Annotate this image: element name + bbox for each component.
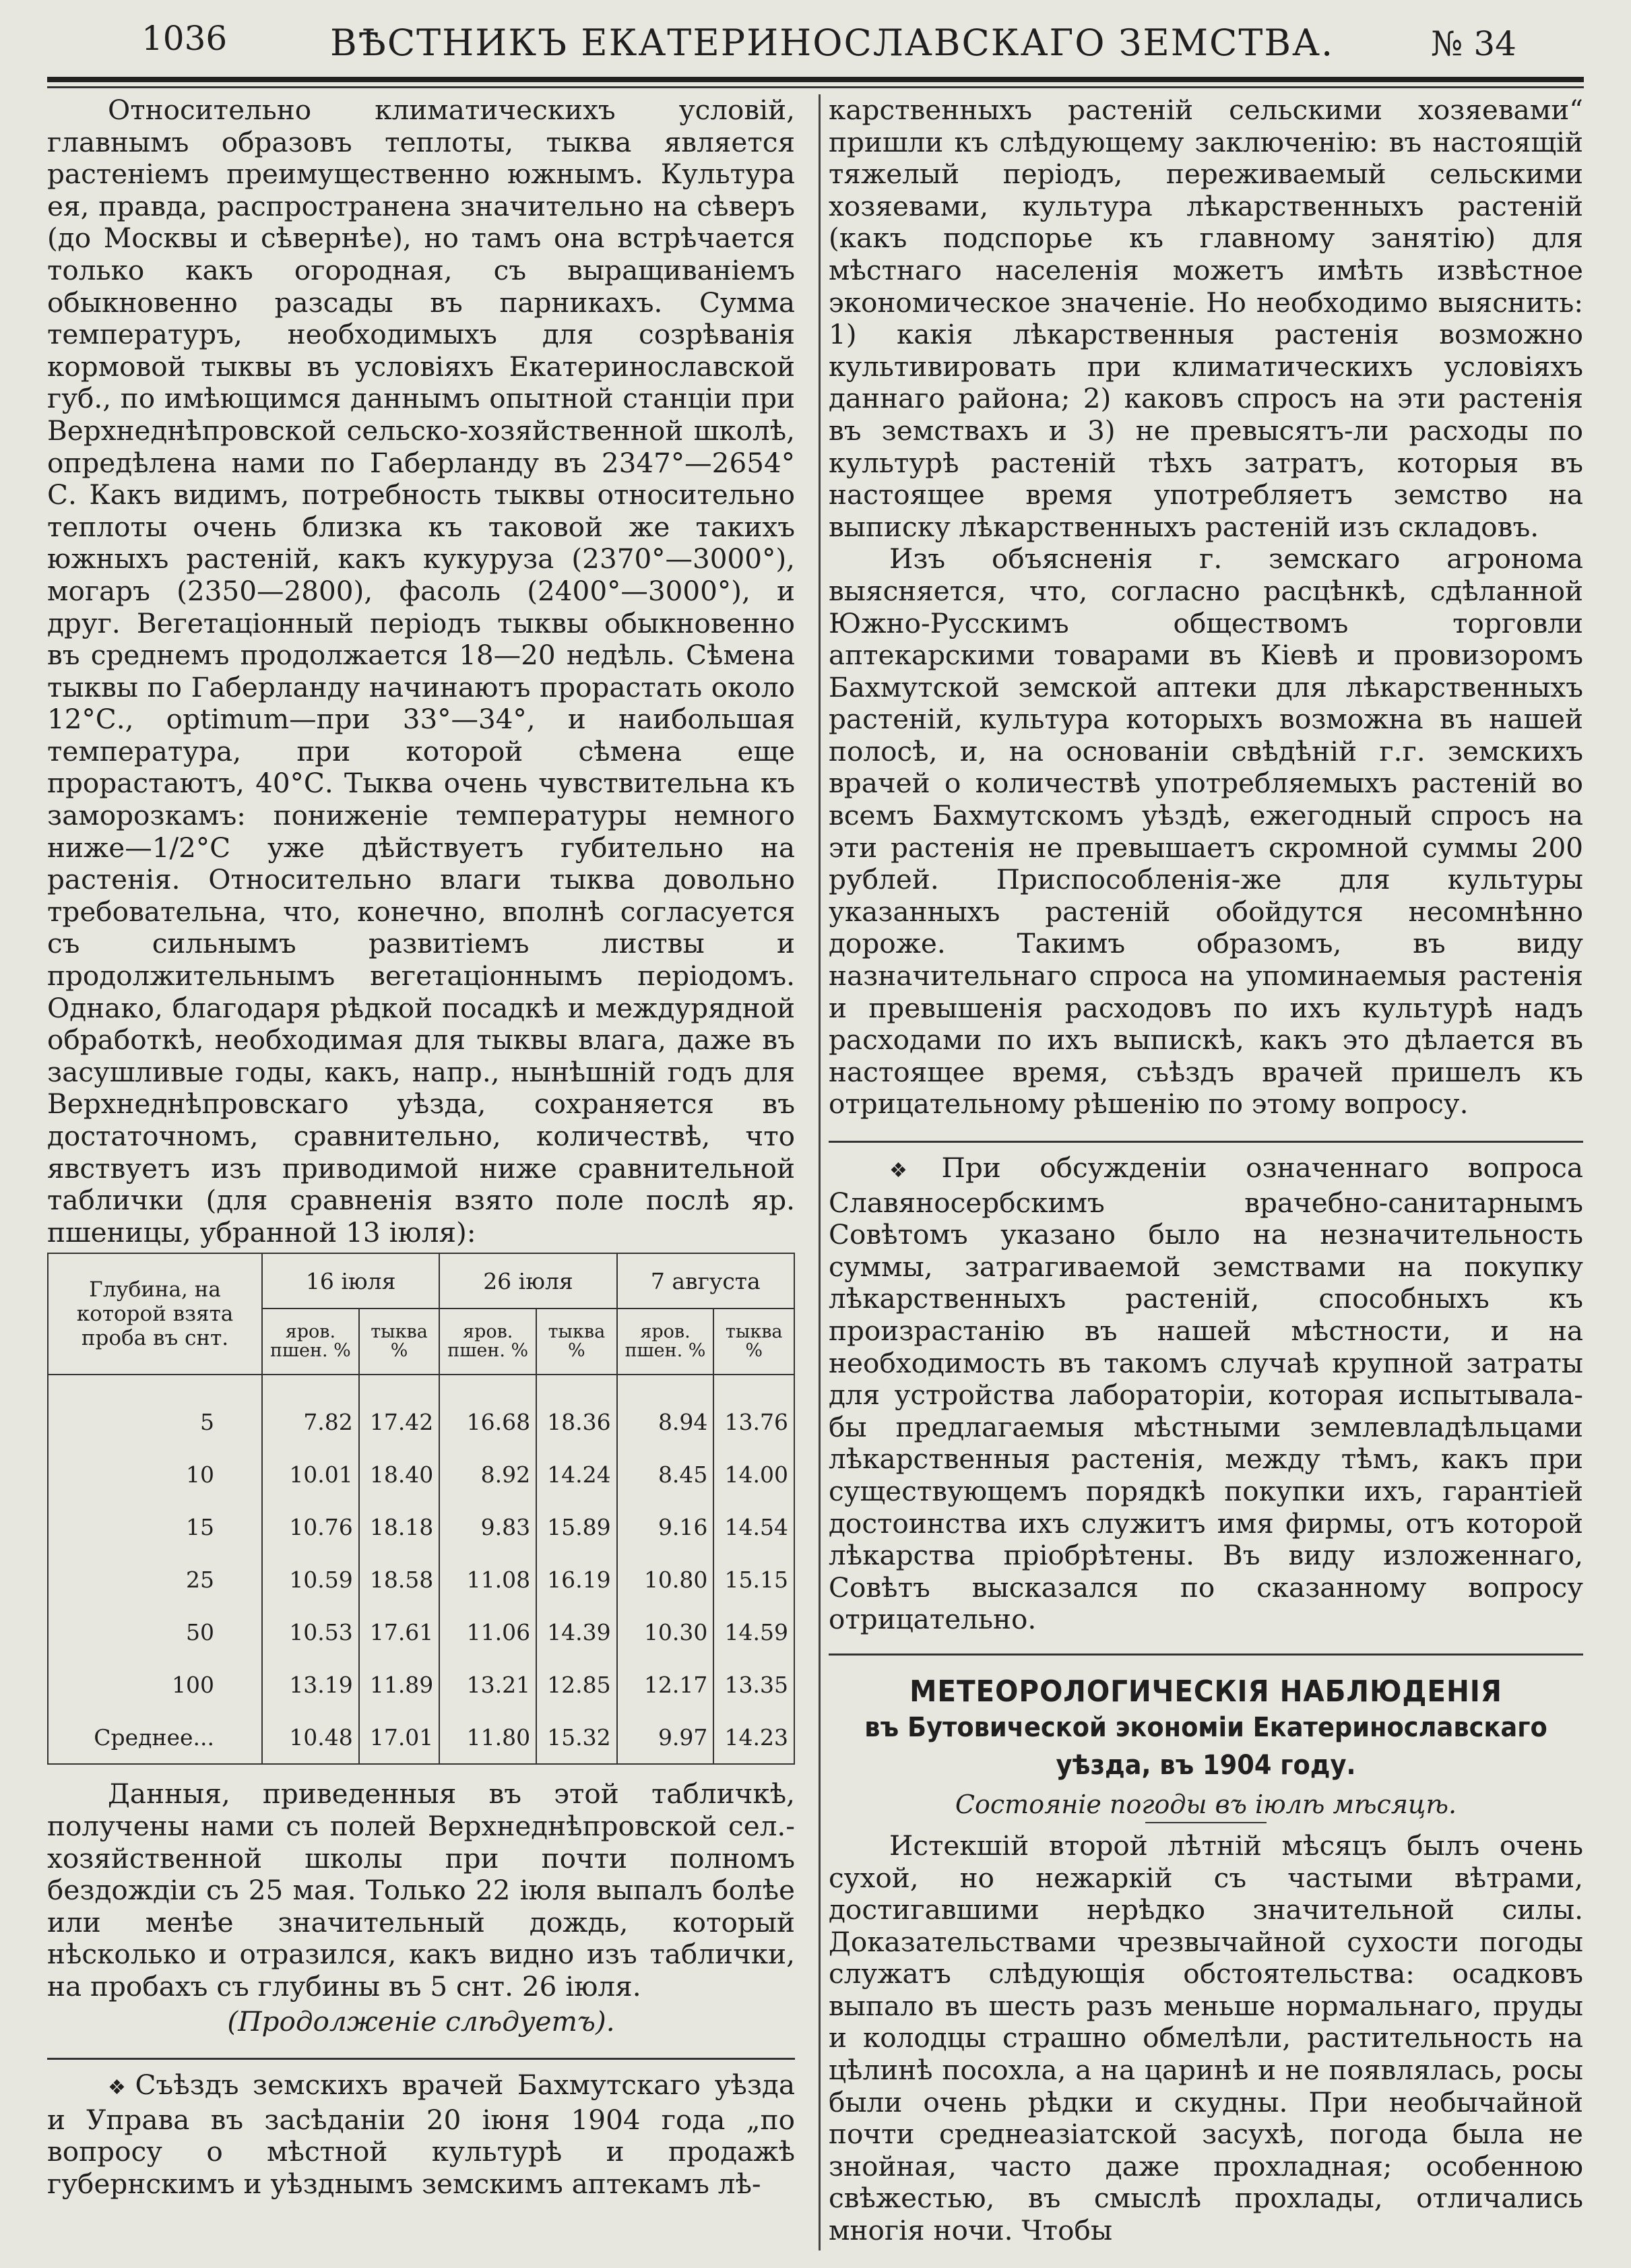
value-cell: 13.19 [262, 1658, 359, 1711]
value-cell: 15.15 [713, 1553, 794, 1606]
value-cell: 10.53 [262, 1606, 359, 1658]
value-cell: 14.39 [536, 1606, 617, 1658]
value-cell: 18.18 [359, 1501, 440, 1553]
value-cell: 8.92 [439, 1448, 536, 1501]
moisture-table [47, 1253, 795, 1765]
value-cell: 14.59 [713, 1606, 794, 1658]
value-cell: 11.08 [439, 1553, 536, 1606]
depth-cell: 15 [48, 1501, 262, 1553]
council-text: При обсужденіи означеннаго вопроса Славяносербскимъ врачебно-санитарнымъ Совѣтомъ указано было на незначительность суммы, затрагиваемой земствами на покупку лѣкарственныхъ растеній, способныхъ къ произрастанію въ нашей мѣстности, и на необходимость въ такомъ случаѣ крупной затраты для устройства лабораторіи, которая испытывала-бы предлагаемыя мѣстными землевладѣльцами лѣкарственныя растенія, между тѣмъ, какъ при существующемъ порядкѣ покупки ихъ, гарантіей достоинства ихъ служитъ имя фирмы, отъ которой лѣкарства пріобрѣтены. Въ виду изложеннаго, Совѣтъ высказался по сказанному вопросу отрицательно. [829, 1152, 1583, 1636]
table-row [48, 1375, 794, 1448]
value-cell: 14.24 [536, 1448, 617, 1501]
doctors-congress-text: Съѣздъ земскихъ врачей Бахмутскаго уѣзда и Управа въ засѣданіи 20 іюня 1904 года „по вопросу о мѣстной культурѣ и продажѣ губернскимъ и уѣзднымъ земскимъ аптекамъ лѣ- [47, 2069, 795, 2200]
table-row [48, 1553, 794, 1606]
value-cell: 16.19 [536, 1553, 617, 1606]
medicinal-plants-paragraph: карственныхъ растеній сельскими хозяевами“ пришли къ слѣдующему заключенію: въ настоящій тяжелый періодъ, переживаемый сельскими хозяевами, культура лѣкарственныхъ растеній (какъ подспорье къ главному занятію) для мѣстнаго населенія можетъ имѣть извѣстное экономическое значеніе. Но необходимо выяснить: 1) какія лѣкарственныя растенія возможно культивировать при климатическихъ условіяхъ даннаго района; 2) каковъ спросъ на эти растенія въ земствахъ и 3) не превысятъ-ли расходы по культурѣ растеній тѣхъ затратъ, которыя въ настоящее время употребляетъ земство на выписку лѣкарственныхъ растеній изъ складовъ. [829, 94, 1583, 543]
value-cell: 10.01 [262, 1448, 359, 1501]
page-number: 1036 [141, 19, 228, 58]
value-cell: 17.01 [359, 1711, 440, 1764]
value-cell: 14.00 [713, 1448, 794, 1501]
agronomist-paragraph: Изъ объясненія г. земскаго агронома выясняется, что, согласно расцѣнкѣ, сдѣланной Южно-Русскимъ обществомъ торговли аптекарскими товарами въ Кіевѣ и провизоромъ Бахмутской земской аптеки для лѣкарственныхъ растеній, культура которыхъ возможна въ нашей полосѣ, и, на основаніи свѣдѣній г.г. земскихъ врачей о количествѣ употребляемыхъ растеній во всемъ Бахмутскомъ уѣздѣ, ежегодный спросъ на эти растенія не превышаетъ скромной суммы 200 рублей. Приспособленія-же для культуры указанныхъ растеній обойдутся несомнѣнно дороже. Такимъ образомъ, въ виду назначительнаго спроса на упоминаемыя растенія и превышенія расходовъ по ихъ культурѣ надъ расходами по ихъ выпискѣ, какъ это дѣлается въ настоящее время, съѣздъ врачей пришелъ къ отрицательному рѣшенію по этому вопросу. [829, 542, 1583, 1121]
depth-cell: 100 [48, 1658, 262, 1711]
ornament-icon: ❖ [108, 2076, 131, 2100]
value-cell: 17.61 [359, 1606, 440, 1658]
table-row [48, 1448, 794, 1501]
section-divider [829, 1653, 1583, 1656]
value-cell: 13.35 [713, 1658, 794, 1711]
value-cell: 11.89 [359, 1658, 440, 1711]
value-cell: 12.85 [536, 1658, 617, 1711]
left-column [47, 94, 795, 2201]
meteorology-subheading: въ Бутовической экономіи Екатеринославскаго уѣзда, въ 1904 году. [864, 1711, 1547, 1781]
value-cell: 13.21 [439, 1658, 536, 1711]
table-row-average [48, 1711, 794, 1764]
right-column [829, 94, 1583, 2247]
pumpkin-climate-paragraph: Относительно климатическихъ условій, главнымъ образовъ теплоты, тыква является растеніемъ преимущественно южнымъ. Культура ея, правда, распространена значительно на сѣверъ (до Москвы и сѣвернѣе), но тамъ она встрѣчается только какъ огородная, съ выращиваніемъ обыкновенно разсады въ парникахъ. Сумма температуръ, необходимыхъ для созрѣванія кормовой тыквы въ условіяхъ Екатеринославской губ., по имѣющимся даннымъ опытной станціи при Верхнеднѣпровской сельско-хозяйственной школѣ, опредѣлена нами по Габерланду въ 2347°—2654° С. Какъ видимъ, потребность тыквы относительно теплоты очень близка къ таковой же такихъ южныхъ растеній, какъ кукуруза (2370°—3000°), могаръ (2350—2800), фасоль (2400°—3000°), и друг. Вегетаціонный періодъ тыквы обыкновенно въ среднемъ продолжается 18—20 недѣль. Сѣмена тыквы по Габерланду начинаютъ прорастать около 12°С., optimum—при 33°—34°, и наибольшая температура, при которой сѣмена еще прорастаютъ, 40°С. Тыква очень чувствительна къ заморозкамъ: пониженіе температуры немного ниже—1/2°С уже дѣйствуетъ губительно на растенія. Относительно влаги тыква довольно требовательна, что, конечно, вполнѣ согласуется съ сильнымъ развитіемъ листвы и продолжительнымъ вегетаціоннымъ періодомъ. Однако, благодаря рѣдкой посадкѣ и междурядной обработкѣ, необходимая для тыквы влага, даже въ засушливые годы, какъ, напр., нынѣшній годъ для Верхнеднѣпровскаго уѣзда, сохраняется въ достаточномъ, сравнительно, количествѣ, что явствуетъ изъ приводимой ниже сравнительной таблички (для сравненія взято поле послѣ яр. пшеницы, убранной 13 іюля): [47, 94, 795, 1249]
value-cell: 9.16 [617, 1501, 714, 1553]
pumpkin-subheader: тыква % [536, 1309, 617, 1375]
value-cell: 9.97 [617, 1711, 714, 1764]
weather-july-title: Состояніе погоды въ іюлѣ мѣсяцѣ. [955, 1789, 1457, 1819]
continued-note: (Продолженіе слѣдуетъ). [227, 2005, 615, 2038]
header-rule-thick [47, 77, 1584, 82]
depth-cell: 10 [48, 1448, 262, 1501]
wheat-subheader: яров. пшен. % [262, 1309, 359, 1375]
page-header [101, 19, 1530, 66]
value-cell: 10.59 [262, 1553, 359, 1606]
value-cell: 18.58 [359, 1553, 440, 1606]
table-row [48, 1658, 794, 1711]
value-cell: 12.17 [617, 1658, 714, 1711]
date-header: 16 іюля [262, 1253, 439, 1309]
table-row [48, 1606, 794, 1658]
value-cell: 18.36 [536, 1375, 617, 1448]
value-cell: 10.48 [262, 1711, 359, 1764]
value-cell: 10.30 [617, 1606, 714, 1658]
value-cell: 14.23 [713, 1711, 794, 1764]
value-cell: 8.94 [617, 1375, 714, 1448]
wheat-subheader: яров. пшен. % [439, 1309, 536, 1375]
issue-number: № 34 [1431, 24, 1516, 63]
value-cell: 16.68 [439, 1375, 536, 1448]
doctors-congress-paragraph [47, 2069, 795, 2200]
value-cell: 17.42 [359, 1375, 440, 1448]
value-cell: 11.06 [439, 1606, 536, 1658]
header-rule-thin [47, 86, 1584, 88]
weather-paragraph: Истекшій второй лѣтній мѣсяцъ былъ очень сухой, но нежаркій съ частыми вѣтрами, достигавшими нерѣдко значительной силы. Доказательствами чрезвычайной сухости погоды служатъ слѣдующія обстоятельства: осадковъ выпало въ шесть разъ меньше нормальнаго, пруды и колодцы страшно обмелѣли, растительность на цѣлинѣ посохла, а на царинѣ и не появлялась, росы были очень рѣдки и скудны. При необычайной почти среднеазіатской засухѣ, погода была не знойная, часто даже прохладная; особенною свѣжестью, въ смыслѣ прохлады, отличались многія ночи. Чтобы [829, 1829, 1583, 2247]
depth-cell: 5 [48, 1375, 262, 1448]
table-commentary-paragraph: Данныя, приведенныя въ этой табличкѣ, получены нами съ полей Верхнеднѣпровской сел.-хозяйственной школы при почти полномъ бездождіи съ 25 мая. Только 22 іюля выпалъ болѣе или менѣе значительный дождь, который нѣсколько и отразился, какъ видно изъ таблички, на пробахъ съ глубины въ 5 снт. 26 іюля. [47, 1777, 795, 2003]
meteorology-heading: МЕТЕОРОЛОГИЧЕСКІЯ НАБЛЮДЕНІЯ [909, 1674, 1502, 1709]
council-paragraph [829, 1152, 1583, 1636]
section-divider [829, 1141, 1583, 1143]
section-divider [47, 2058, 795, 2060]
date-header: 7 августа [617, 1253, 794, 1309]
value-cell: 13.76 [713, 1375, 794, 1448]
depth-cell: 25 [48, 1553, 262, 1606]
journal-title: ВѢСТНИКЪ ЕКАТЕРИНОСЛАВСКАГО ЗЕМСТВА. [330, 22, 1335, 64]
value-cell: 9.83 [439, 1501, 536, 1553]
depth-cell: 50 [48, 1606, 262, 1658]
average-label-cell: Среднее... [48, 1711, 262, 1764]
date-header: 26 іюля [439, 1253, 616, 1309]
value-cell: 15.89 [536, 1501, 617, 1553]
value-cell: 7.82 [262, 1375, 359, 1448]
column-separator [819, 94, 821, 2250]
value-cell: 10.80 [617, 1553, 714, 1606]
value-cell: 8.45 [617, 1448, 714, 1501]
pumpkin-subheader: тыква % [713, 1309, 794, 1375]
ornament-icon: ❖ [889, 1159, 938, 1183]
value-cell: 18.40 [359, 1448, 440, 1501]
value-cell: 14.54 [713, 1501, 794, 1553]
wheat-subheader: яров. пшен. % [617, 1309, 714, 1375]
value-cell: 15.32 [536, 1711, 617, 1764]
depth-header: Глубина, на которой взята проба въ снт. [48, 1253, 262, 1375]
pumpkin-subheader: тыква % [359, 1309, 440, 1375]
value-cell: 10.76 [262, 1501, 359, 1553]
table-row [48, 1501, 794, 1553]
value-cell: 11.80 [439, 1711, 536, 1764]
small-rule [1145, 1822, 1267, 1823]
